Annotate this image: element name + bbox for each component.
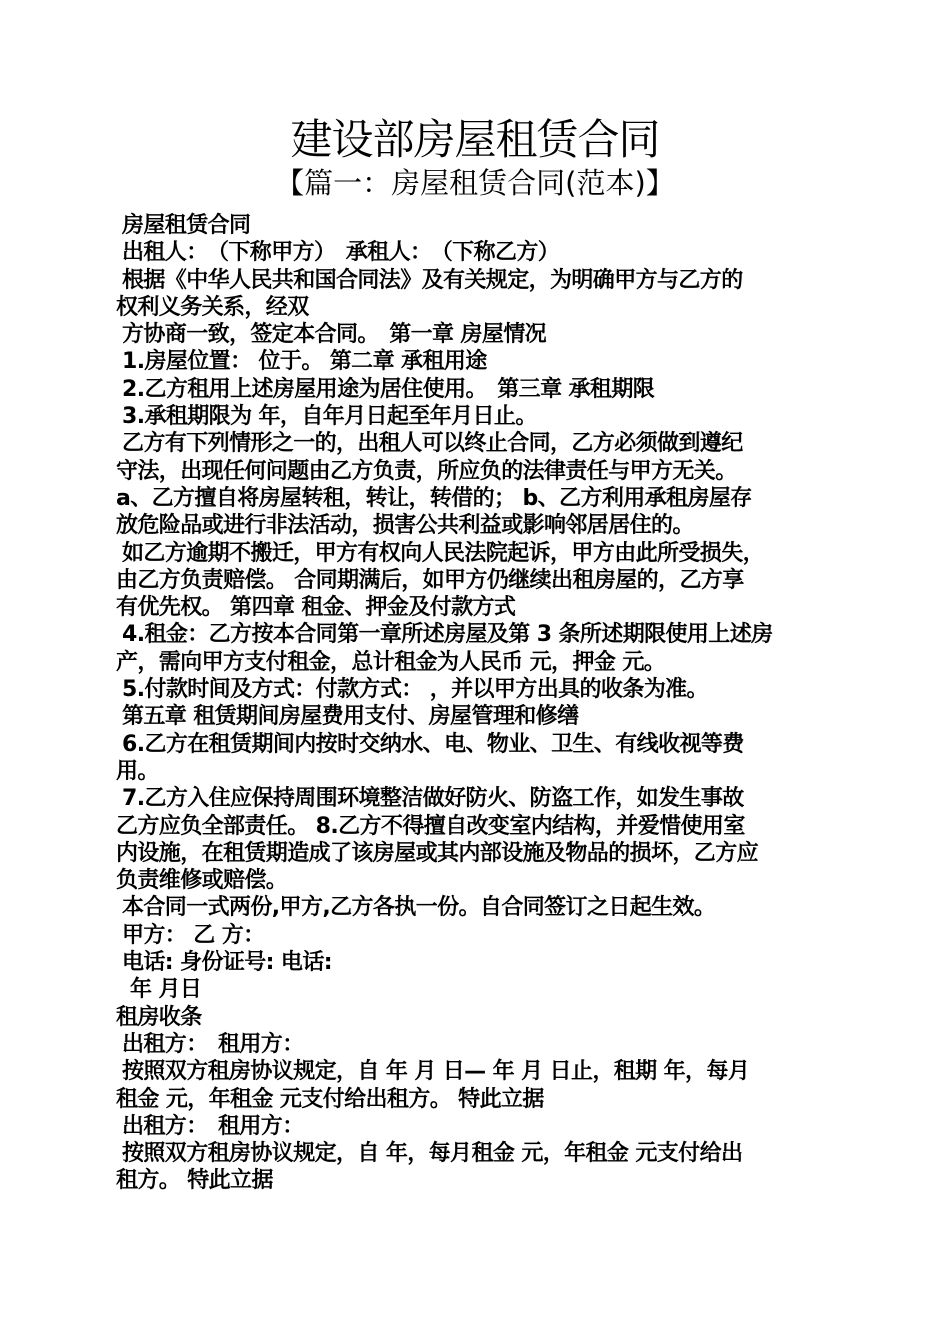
body-line: 产，需向甲方支付租金，总计租金为人民币 元，押金 元。 [116, 649, 666, 675]
body-line: 房屋租赁合同 [122, 213, 251, 238]
phone-line: 电话: 身份证号: 电话: [122, 950, 332, 976]
document-body [116, 212, 856, 1195]
body-line: 守法，出现任何问题由乙方负责，所应负的法律责任与甲方无关。 [116, 458, 737, 484]
document-title: 建设部房屋租赁合同 [290, 115, 660, 164]
body-line: 1.房屋位置： 位于。 第二章 承租用途 [122, 349, 487, 375]
body-line: 2.乙方租用上述房屋用途为居住使用。 第三章 承租期限 [122, 376, 655, 402]
receipt-line: 按照双方租房协议规定，自 年 月 日— 年 月 日止，租期 年，每月 [122, 1059, 750, 1085]
body-line: 方协商一致，签定本合同。 第一章 房屋情况 [122, 322, 547, 348]
body-line: 本合同一式两份,甲方,乙方各执一份。自合同签订之日起生效。 [122, 895, 716, 921]
body-line: 第五章 租赁期间房屋费用支付、房屋管理和修缮 [122, 704, 579, 730]
body-line: 放危险品或进行非法活动，损害公共利益或影响邻居居住的。 [116, 513, 694, 539]
body-line: a、乙方擅自将房屋转租，转让，转借的； b、乙方利用承租房屋存 [116, 485, 752, 511]
receipt-line: 租金 元，年租金 元支付给出租方。 特此立据 [116, 1086, 544, 1112]
body-line: 由乙方负责赔偿。 合同期满后，如甲方仍继续出租房屋的，乙方享 [116, 567, 744, 593]
signature-line: 甲方： 乙 方： [122, 922, 265, 948]
body-line: 7.乙方入住应保持周围环境整洁做好防火、防盗工作，如发生事故 [122, 786, 744, 812]
receipt-heading: 租房收条 [116, 1004, 202, 1030]
receipt-parties: 出租方： 租用方： [122, 1113, 304, 1139]
body-line: 6.乙方在租赁期间内按时交纳水、电、物业、卫生、有线收视等费 [122, 731, 744, 757]
body-line: 负责维修或赔偿。 [116, 868, 288, 894]
body-line: 有优先权。 第四章 租金、押金及付款方式 [116, 595, 516, 621]
body-line: 5.付款时间及方式：付款方式： ，并以甲方出具的收条为准。 [122, 677, 708, 703]
receipt-line: 按照双方租房协议规定，自 年，每月租金 元，年租金 元支付给出 [122, 1141, 743, 1167]
body-line: 内设施，在租赁期造成了该房屋或其内部设施及物品的损坏，乙方应 [116, 840, 759, 866]
body-line: 权利义务关系，经双 [116, 294, 309, 320]
body-line: 3.承租期限为 年，自年月日起至年月日止。 [122, 404, 537, 430]
body-line: 4.租金：乙方按本合同第一章所述房屋及第 3 条所述期限使用上述房 [122, 622, 773, 648]
body-line: 根据《中华人民共和国合同法》及有关规定，为明确甲方与乙方的 [122, 267, 743, 293]
body-line: 乙方有下列情形之一的，出租人可以终止合同，乙方必须做到遵纪 [122, 431, 743, 457]
body-line: 乙方应负全部责任。 8.乙方不得擅自改变室内结构，并爱惜使用室 [116, 813, 745, 839]
date-line: 年 月日 [130, 977, 202, 1003]
document-subtitle: 【篇一：房屋租赁合同(范本)】 [275, 166, 675, 200]
body-line: 如乙方逾期不搬迁，甲方有权向人民法院起诉，甲方由此所受损失， [122, 540, 765, 566]
receipt-parties: 出租方： 租用方： [122, 1031, 304, 1057]
body-line: 出租人： （下称甲方） 承租人： （下称乙方） [122, 240, 560, 266]
body-line: 用。 [116, 758, 159, 784]
receipt-line: 租方。 特此立据 [116, 1168, 273, 1194]
